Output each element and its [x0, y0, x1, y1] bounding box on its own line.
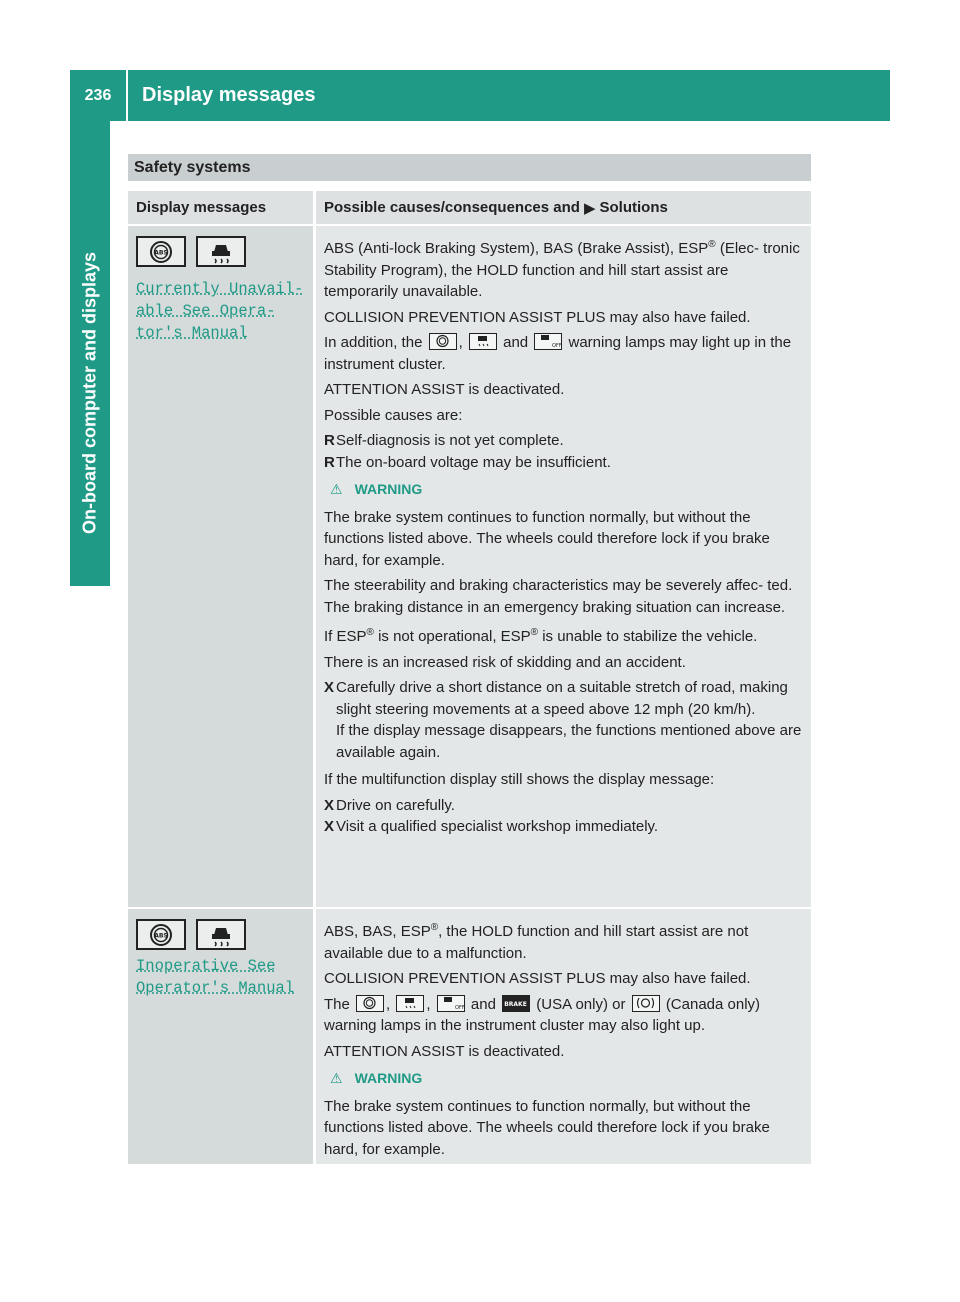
paragraph: and [503, 334, 529, 351]
paragraph: If the multifunction display still shows the display message: [324, 771, 715, 788]
column-header-messages [128, 191, 313, 224]
warning-label: WARNING [354, 1070, 423, 1086]
paragraph: The steerability and braking characteristics may be severely affec- ted. The braking distance in an emergency braking situation can increase. [324, 577, 793, 616]
arrow-right-icon: ▶ [583, 199, 596, 217]
abs-warning-icon [136, 919, 186, 950]
column-header-messages-label: Display messages [136, 199, 267, 216]
esp-off-lamp-icon [534, 333, 562, 350]
paragraph: (USA only) or [536, 995, 626, 1013]
registered-mark: ® [430, 922, 439, 933]
row1-text [324, 234, 806, 838]
brake-warning-lamp-icon [632, 995, 660, 1012]
display-message-line: Currently Unavail‐ [136, 280, 304, 298]
display-message-line: tor's Manual [136, 324, 248, 342]
svg-text:OFF: OFF [552, 343, 562, 349]
display-message [136, 278, 303, 344]
message-icons [136, 236, 246, 267]
esp-lamp-icon [469, 333, 497, 350]
list-item-text: Drive on carefully. [336, 796, 455, 814]
paragraph: COLLISION PREVENTION ASSIST PLUS may also have failed. [324, 308, 751, 326]
paragraph: ABS (Anti-lock Braking System), BAS (Brake Assist), ESP [324, 240, 709, 257]
paragraph: , [458, 334, 463, 351]
warning-triangle-icon: ⚠ [330, 481, 343, 497]
row2-text [324, 917, 806, 1164]
page-title: Display messages [142, 84, 316, 106]
action-arrow-icon: X [324, 818, 335, 835]
warning-heading [324, 479, 806, 501]
paragraph: (Canada only) warning lamps in the instrument cluster may also light up. [324, 995, 761, 1034]
action-arrow-icon: X [324, 679, 335, 696]
list-item [324, 677, 806, 769]
svg-text:ABS: ABS [154, 249, 168, 256]
column-header-text-after: Solutions [599, 199, 668, 216]
list-item [324, 452, 806, 474]
paragraph: There is an increased risk of skidding and an accident. [324, 653, 686, 671]
brake-lamp-icon [502, 995, 530, 1012]
list-item-text: The on-board voltage may be insufficient. [336, 453, 611, 471]
list-item-text: Self-diagnosis is not yet complete. [336, 432, 564, 449]
esp-skid-icon [196, 236, 246, 267]
display-message [136, 955, 294, 999]
paragraph: The brake system continues to function normally, but without the functions listed above. The wheels could therefore lock if you brake hard, for example. [324, 1097, 770, 1158]
action-arrow-icon: X [324, 796, 335, 814]
column-header-solutions [316, 191, 811, 224]
paragraph: ATTENTION ASSIST is deactivated. [324, 381, 565, 398]
list-item [324, 430, 806, 452]
list-item [324, 795, 806, 817]
paragraph: ABS, BAS, ESP [324, 923, 431, 940]
paragraph: The [324, 995, 350, 1013]
abs-warning-icon [136, 236, 186, 267]
warning-triangle-icon: ⚠ [330, 1070, 343, 1086]
column-header-text: Possible causes/consequences and [324, 199, 580, 216]
display-message-line: Inoperative See [136, 957, 276, 975]
paragraph: If ESP [324, 628, 367, 645]
paragraph: , [426, 995, 431, 1013]
list-item-text: Visit a qualified specialist workshop immediately. [336, 818, 659, 835]
esp-off-lamp-icon [437, 995, 465, 1012]
display-message-line: able See Opera‐ [136, 302, 276, 320]
paragraph: is not operational, ESP [373, 628, 531, 645]
svg-text:ABS: ABS [154, 932, 168, 939]
paragraph: ATTENTION ASSIST is deactivated. [324, 1042, 565, 1060]
bullet-icon: R [324, 432, 335, 449]
side-tab-label: On-board computer and displays [79, 251, 100, 534]
list-item [324, 816, 806, 838]
display-message-line: Operator's Manual [136, 979, 295, 997]
paragraph: Possible causes are: [324, 406, 463, 424]
paragraph: warning lamps may light up in the instrument cluster. [324, 334, 792, 373]
esp-lamp-icon [396, 995, 424, 1012]
paragraph: is unable to stabilize the vehicle. [538, 628, 758, 645]
message-icons [136, 919, 246, 950]
header-divider [126, 70, 128, 121]
svg-text:OFF: OFF [454, 1004, 465, 1011]
list-item-text: Carefully drive a short distance on a suitable stretch of road, making slight steering movements at a speed above 12 mph (20 km/h). [336, 679, 788, 718]
section-title: Safety systems [128, 154, 811, 181]
list-item-text: If the display message disappears, the functions mentioned above are available again. [336, 722, 802, 761]
message-cell [128, 909, 313, 1164]
paragraph: and [470, 995, 496, 1013]
registered-mark: ® [366, 627, 374, 638]
page-number: 236 [84, 86, 112, 104]
paragraph: , [386, 995, 391, 1013]
registered-mark: ® [530, 627, 539, 638]
paragraph: In addition, the [324, 334, 423, 351]
abs-lamp-icon [429, 333, 457, 350]
paragraph: , the HOLD function and hill start assist are not available due to a malfunction. [324, 923, 749, 962]
paragraph: (Elec- tronic Stability Program), the HOLD function and hill start assist are temporarily unavailable. [324, 240, 800, 300]
registered-mark: ® [708, 239, 716, 250]
esp-skid-icon [196, 919, 246, 950]
warning-heading [324, 1068, 806, 1090]
warning-label: WARNING [354, 481, 423, 497]
paragraph: The brake system continues to function normally, but without the functions listed above. The wheels could therefore lock if you brake hard, for example. [324, 508, 770, 569]
svg-text:BRAKE: BRAKE [504, 1000, 527, 1008]
abs-lamp-icon [356, 995, 384, 1012]
paragraph: COLLISION PREVENTION ASSIST PLUS may also have failed. [324, 970, 751, 987]
message-cell [128, 226, 313, 907]
bullet-icon: R [324, 453, 335, 471]
